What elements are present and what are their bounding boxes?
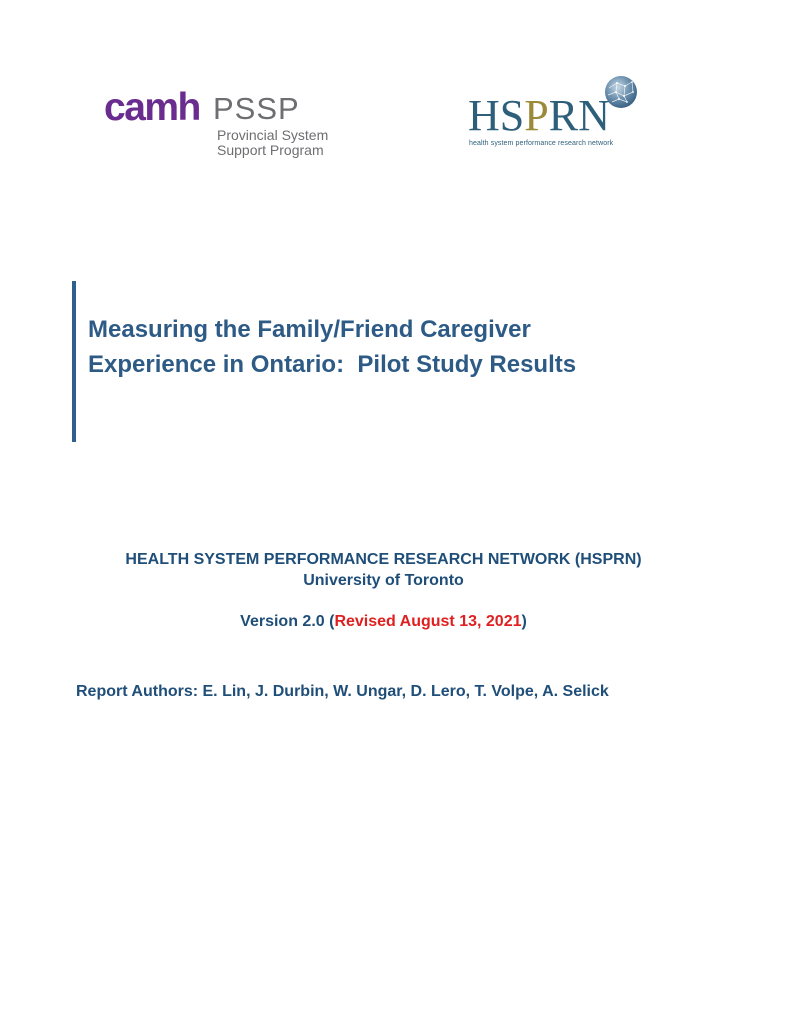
hsprn-letters-rn: RN	[548, 91, 610, 140]
version-suffix: )	[521, 613, 527, 630]
hsprn-logo	[468, 74, 643, 154]
pssp-subtitle-line2: Support Program	[217, 142, 324, 158]
title-accent-bar	[72, 281, 76, 442]
title-line-2: Experience in Ontario: Pilot Study Results	[88, 351, 577, 378]
report-authors: Report Authors: E. Lin, J. Durbin, W. Ungar, D. Lero, T. Volpe, A. Selick	[76, 683, 609, 700]
pssp-logo-word: PSSP	[213, 91, 300, 126]
revised-date: Revised August 13, 2021	[334, 613, 522, 630]
university-name: University of Toronto	[303, 572, 464, 589]
title-line-1: Measuring the Family/Friend Caregiver	[88, 316, 531, 343]
document-title	[88, 312, 728, 382]
camh-pssp-logo	[104, 88, 344, 158]
hsprn-logo-word	[468, 91, 610, 140]
hsprn-letters-hs: HS	[468, 91, 525, 140]
organization-name: HEALTH SYSTEM PERFORMANCE RESEARCH NETWORK (HSPRN)	[125, 551, 642, 568]
version-prefix: Version 2.0 (	[240, 613, 335, 630]
camh-logo-word: camh	[104, 86, 200, 129]
version-line	[0, 612, 767, 632]
pssp-subtitle-line1: Provincial System	[217, 127, 329, 143]
hsprn-letter-p: P	[524, 91, 549, 140]
hsprn-tagline: health system performance research network	[469, 140, 614, 147]
